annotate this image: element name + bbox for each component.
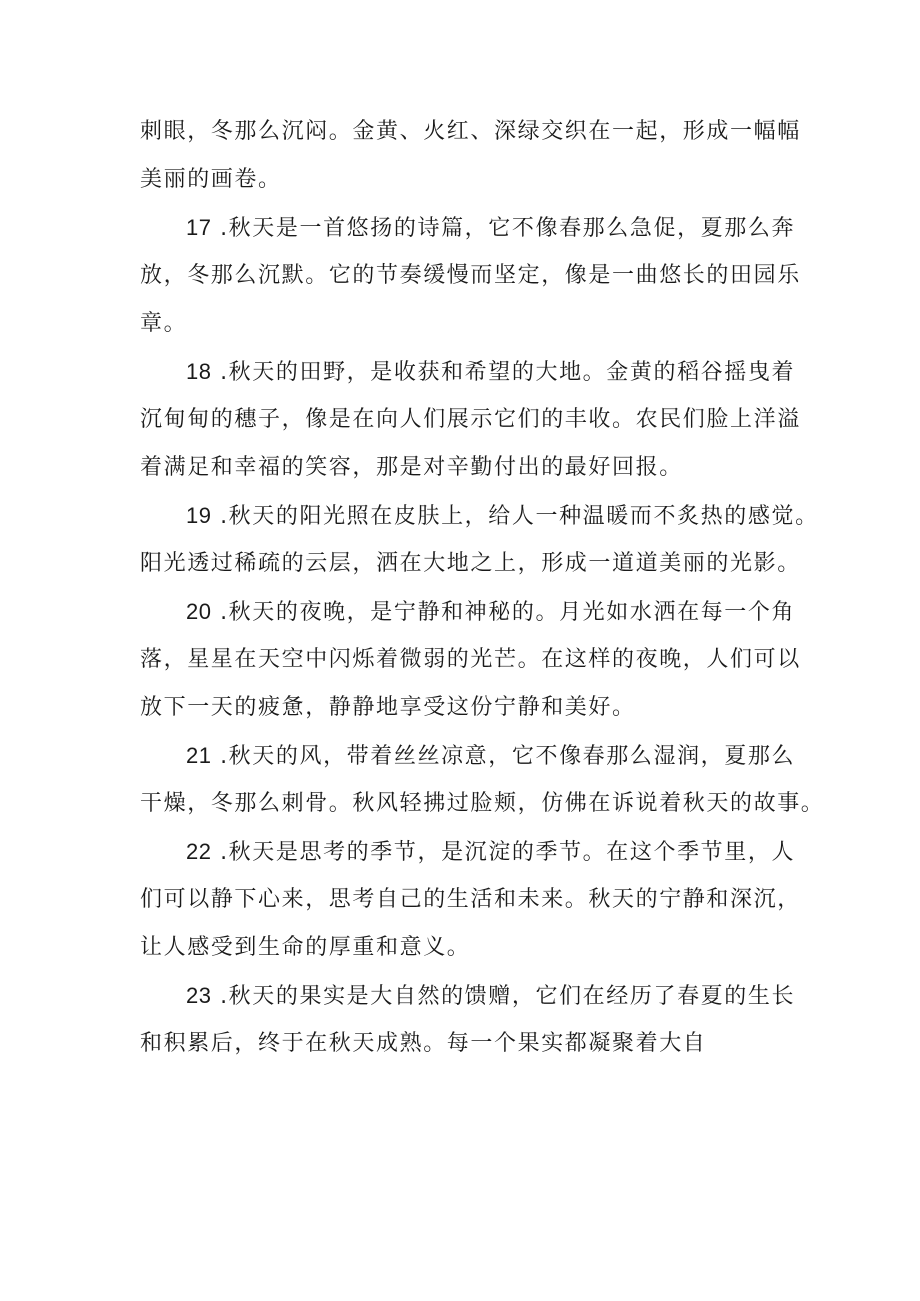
text-line: 落，星星在天空中闪烁着微弱的光芒。在这样的夜晚，人们可以 bbox=[140, 647, 801, 672]
paragraph-number: 17 bbox=[186, 215, 212, 240]
text-line: 刺眼，冬那么沉闷。金黄、火红、深绿交织在一起，形成一幅幅 bbox=[140, 119, 801, 144]
text-line: 们可以静下心来，思考自己的生活和未来。秋天的宁静和深沉， bbox=[140, 887, 801, 912]
text-segment: .秋天的风，带着丝丝凉意，它不像春那么湿润，夏那么 bbox=[211, 744, 796, 769]
text-line bbox=[140, 828, 800, 876]
text-segment: .秋天的果实是大自然的馈赠，它们在经历了春夏的生长 bbox=[211, 984, 796, 1009]
paragraph-23 bbox=[140, 972, 800, 1068]
text-line bbox=[140, 348, 800, 396]
paragraph-21 bbox=[140, 732, 825, 828]
text-line: 阳光透过稀疏的云层，洒在大地之上，形成一道道美丽的光影。 bbox=[140, 551, 801, 576]
paragraph-22 bbox=[140, 828, 800, 972]
text-segment: .秋天的夜晚，是宁静和神秘的。月光如水洒在每一个角 bbox=[211, 600, 796, 625]
paragraph-20 bbox=[140, 588, 800, 732]
text-line: 干燥，冬那么刺骨。秋风轻拂过脸颊，仿佛在诉说着秋天的故事。 bbox=[140, 791, 825, 816]
paragraph-number: 23 bbox=[186, 983, 212, 1008]
text-line: 沉甸甸的穗子，像是在向人们展示它们的丰收。农民们脸上洋溢 bbox=[140, 407, 801, 432]
text-segment: .秋天的田野，是收获和希望的大地。金黄的稻谷摇曳着 bbox=[211, 360, 796, 385]
paragraph-19 bbox=[140, 492, 819, 588]
paragraph-number: 20 bbox=[186, 599, 212, 624]
text-line: 和积累后，终于在秋天成熟。每一个果实都凝聚着大自 bbox=[140, 1031, 707, 1056]
paragraph-number: 18 bbox=[186, 359, 212, 384]
document-body bbox=[140, 108, 825, 1068]
text-line: 章。 bbox=[140, 311, 188, 336]
paragraph-17 bbox=[140, 204, 800, 348]
text-line: 着满足和幸福的笑容，那是对辛勤付出的最好回报。 bbox=[140, 455, 683, 480]
text-line bbox=[140, 204, 800, 252]
text-line: 放，冬那么沉默。它的节奏缓慢而坚定，像是一曲悠长的田园乐 bbox=[140, 263, 801, 288]
paragraph-number: 19 bbox=[186, 503, 212, 528]
text-line: 放下一天的疲惫，静静地享受这份宁静和美好。 bbox=[140, 695, 636, 720]
paragraph-number: 21 bbox=[186, 743, 212, 768]
text-line bbox=[140, 732, 800, 780]
paragraph-number: 22 bbox=[186, 839, 212, 864]
text-line bbox=[140, 972, 800, 1020]
paragraph-continuation bbox=[140, 108, 800, 204]
paragraph-18 bbox=[140, 348, 800, 492]
text-segment: .秋天是思考的季节，是沉淀的季节。在这个季节里，人 bbox=[211, 840, 796, 865]
text-line: 让人感受到生命的厚重和意义。 bbox=[140, 935, 471, 960]
text-line bbox=[140, 492, 819, 540]
text-line bbox=[140, 588, 800, 636]
text-segment: .秋天的阳光照在皮肤上，给人一种温暖而不炙热的感觉。 bbox=[211, 504, 819, 529]
text-line: 美丽的画卷。 bbox=[140, 167, 282, 192]
text-segment: .秋天是一首悠扬的诗篇，它不像春那么急促，夏那么奔 bbox=[211, 216, 796, 241]
